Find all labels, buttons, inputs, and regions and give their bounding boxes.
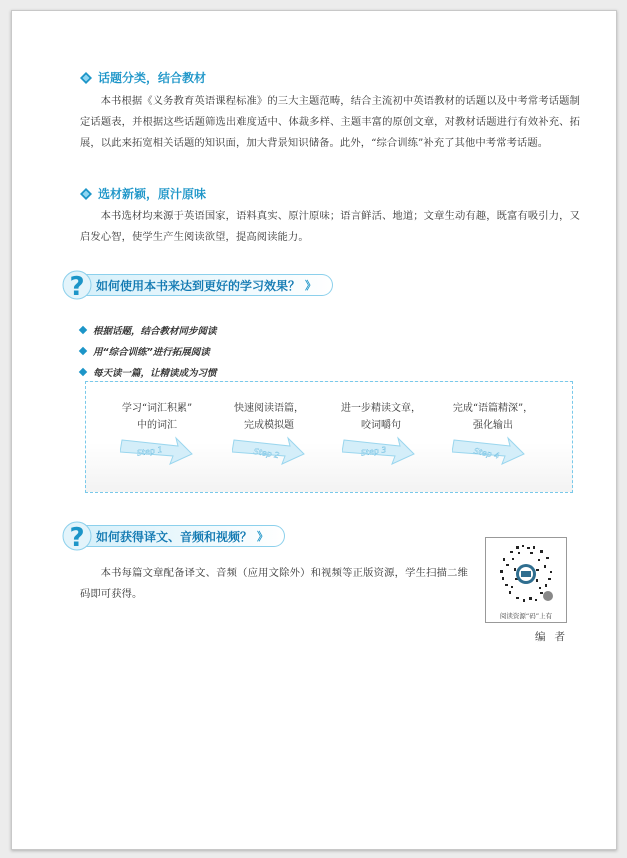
- resources-paragraph: 本书每篇文章配备译文、音频（应用文除外）和视频等正版资源，学生扫描二维码即可获得。: [80, 567, 468, 600]
- banner-title: 如何使用本书来达到更好的学习效果？: [96, 278, 301, 293]
- diamond-icon: [80, 72, 92, 84]
- step-4-arrow-icon: [452, 432, 526, 466]
- bullet-icon: [79, 367, 87, 375]
- bullet-icon: [79, 346, 87, 354]
- step-1-arrow-icon: [120, 432, 194, 466]
- step-text-line: 强化输出: [473, 420, 513, 431]
- double-chevron-icon: 》: [305, 279, 317, 292]
- step-label: Step 2: [252, 446, 280, 461]
- qr-code-icon[interactable]: [496, 544, 556, 604]
- section-heading-topics: [80, 69, 206, 86]
- qr-code-card[interactable]: [485, 537, 567, 623]
- steps-panel: [85, 381, 573, 493]
- step-3-text: [331, 400, 431, 434]
- section-paragraph: 本书选材均来源于英语国家，语料真实、原汁原味；语言鲜活、地道；文章生动有趣，既富有吸引力，又启发心智，使学生产生阅读欲望，提高阅读能力。: [80, 210, 580, 243]
- section-heading-text: 选材新颖，原汁原味: [98, 187, 207, 201]
- step-label: Step 1: [136, 445, 164, 458]
- step-3-arrow-icon: [342, 432, 416, 466]
- list-item-text: 每天读一篇，让精读成为习惯: [93, 367, 217, 379]
- editor-signature: 编者: [535, 631, 574, 643]
- svg-text:?: ?: [69, 272, 85, 302]
- section-paragraph: 本书根据《义务教育英语课程标准》的三大主题范畴，结合主流初中英语教材的话题以及中考常考话题制定话题表，并根据这些话题筛选出难度适中、体裁多样、主题丰富的原创文章，对教材话题进行有效补充、拓展，以此来拓宽相关话题的知识面，加大背景知识储备。此外，“综合训练”补充了其他中考常考话题。: [80, 95, 580, 149]
- step-text-line: 进一步精读文章，: [341, 403, 421, 414]
- qr-caption: 阅读资源“码”上有: [499, 612, 553, 620]
- step-text-line: 学习“词汇积累”: [121, 403, 193, 414]
- banner-how-to-use: [62, 268, 333, 302]
- banner-bar: [84, 274, 333, 296]
- list-item-text: 根据话题，结合教材同步阅读: [93, 325, 217, 337]
- step-4-text: [443, 400, 543, 434]
- banner-title: 如何获得译文、音频和视频？: [96, 529, 253, 544]
- usage-tips-list: [80, 319, 217, 382]
- banner-get-resources: [62, 519, 285, 553]
- bullet-icon: [79, 325, 87, 333]
- step-text-line: 咬词嚼句: [361, 420, 401, 431]
- banner-bar: [84, 525, 285, 547]
- step-text-line: 中的词汇: [137, 420, 177, 431]
- list-item: [80, 361, 217, 382]
- list-item: [80, 340, 217, 361]
- section-heading-text: 话题分类，结合教材: [98, 71, 207, 85]
- list-item: [80, 319, 217, 340]
- step-label: Step 3: [360, 445, 388, 458]
- step-text-line: 快速阅读语篇，: [234, 403, 304, 414]
- question-mark-icon: [62, 519, 92, 553]
- question-mark-icon: [62, 268, 92, 302]
- double-chevron-icon: 》: [257, 530, 269, 543]
- list-item-text: 用“综合训练”进行拓展阅读: [93, 346, 210, 358]
- document-page: [11, 10, 617, 850]
- step-1-text: [107, 400, 207, 434]
- step-2-arrow-icon: [232, 432, 306, 466]
- step-text-line: 完成模拟题: [244, 420, 294, 431]
- diamond-icon: [80, 188, 92, 200]
- svg-text:?: ?: [69, 523, 85, 553]
- step-2-text: [219, 400, 319, 434]
- section-heading-materials: [80, 185, 206, 202]
- step-text-line: 完成“语篇精深”，: [452, 403, 534, 414]
- step-label: Step 4: [472, 446, 501, 461]
